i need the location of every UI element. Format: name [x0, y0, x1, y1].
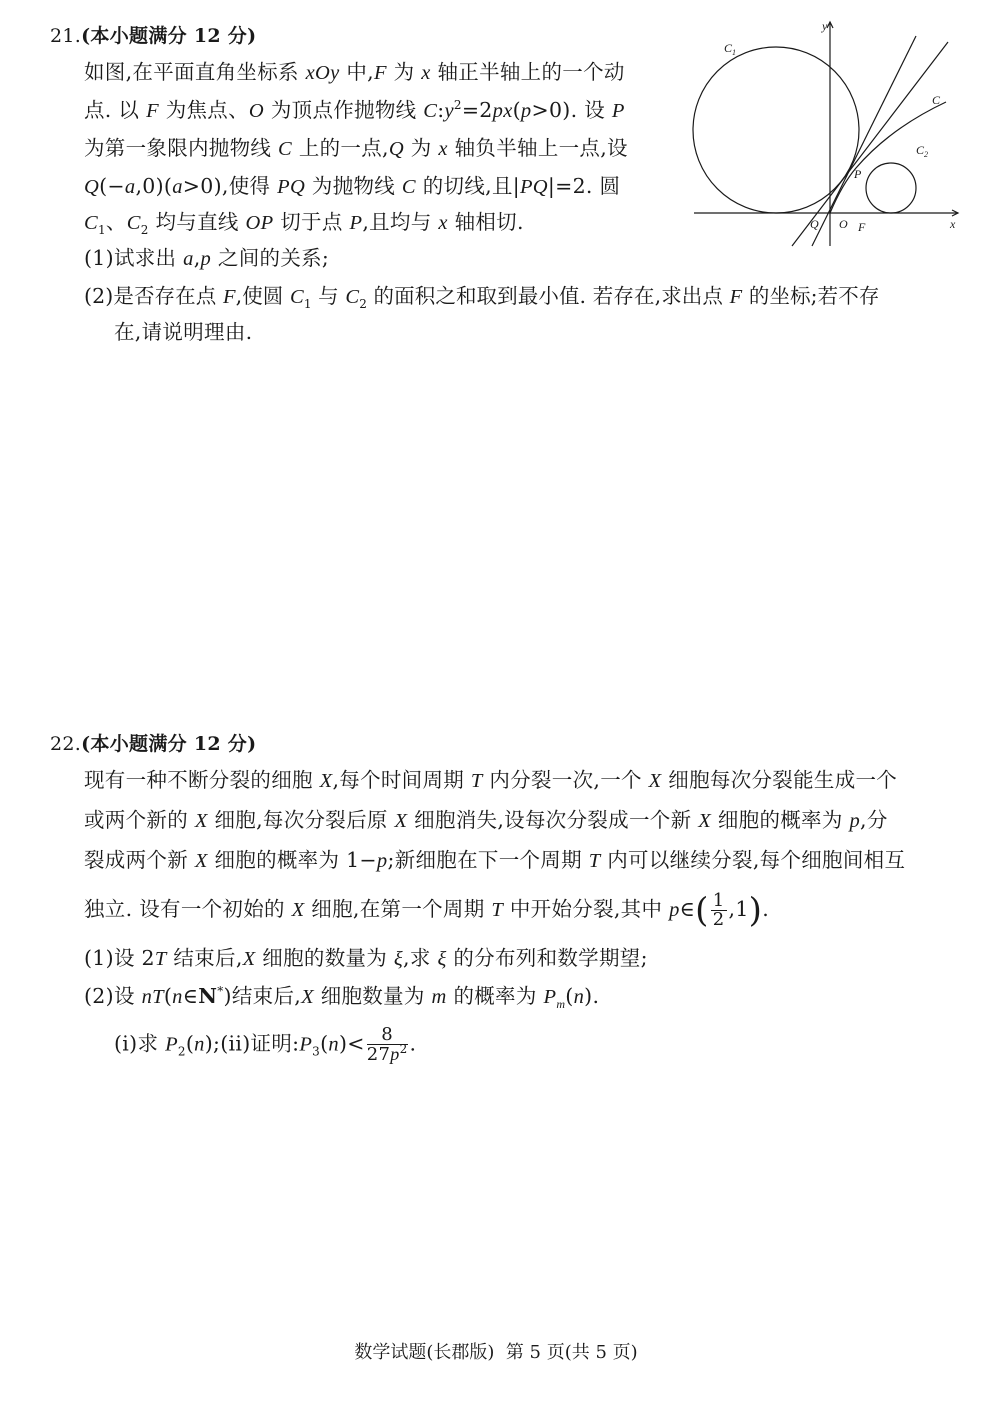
page-footer: 数学试题(长郡版) 第 5 页(共 5 页): [354, 1342, 638, 1363]
fraction-one-half: $\frac{1}{2}$: [712, 890, 725, 930]
q21-part-2-cont: 在,请说明理由.: [114, 320, 253, 344]
q22-part-2-items: (i)求 $P_2(n);(ii)$证明$:P_3(n)<$ $\frac{8}{27p^2}$ .: [114, 1024, 417, 1065]
fraction-8-over-27p2: $\frac{8}{27p^2}$: [366, 1024, 408, 1065]
q21-line-3: 为第一象限内抛物线 C 上的一点,Q 为 x 轴负半轴上一点,设: [84, 136, 628, 160]
q21-part-1: (1)试求出 a,p 之间的关系;: [84, 246, 330, 270]
label-c1: $C_1$: [724, 41, 737, 57]
label-x: x: [950, 217, 956, 231]
q21-part-2: (2)是否存在点 F,使圆 $C_1$ 与 $C_2$ 的面积之和取到最小值. 若存在,求出点 F 的坐标;若不存: [84, 284, 880, 312]
circle-c1: [693, 47, 859, 213]
q22-number: 22.: [50, 733, 82, 755]
q22-line-2: 或两个新的 X 细胞,每次分裂后原 X 细胞消失,设每次分裂成一个新 X 细胞的概率为 p,分: [84, 808, 888, 832]
parabola-c: [830, 102, 946, 213]
q21-number: 21.: [50, 25, 82, 47]
q22-part-2: (2)设 nT(n∈N*)结束后,X 细胞数量为 m 的概率为 $P_m(n)$.: [84, 984, 600, 1012]
label-q: Q: [810, 217, 819, 231]
q21-line-5: $C_1$、$C_2$ 均与直线 OP 切于点 P,且均与 x 轴相切.: [84, 210, 524, 238]
q21-line-2: 点. 以 F 为焦点、O 为顶点作抛物线 $C:y^2=2px(p>0)$. 设 P: [84, 98, 625, 122]
q22-part-1: (1)设 2T 结束后,X 细胞的数量为 ξ,求 ξ 的分布列和数学期望;: [84, 946, 648, 970]
q22-score: (本小题满分 12 分): [81, 733, 257, 755]
q21-score: (本小题满分 12 分): [81, 25, 257, 47]
label-y: y: [822, 19, 828, 33]
label-p: P: [854, 167, 862, 181]
q22-line-1: 现有一种不断分裂的细胞 X,每个时间周期 T 内分裂一次,一个 X 细胞每次分裂能生成一个: [84, 768, 898, 792]
label-f: F: [858, 220, 866, 234]
q21-line-1: 如图,在平面直角坐标系 xOy 中,F 为 x 轴正半轴上的一个动: [84, 60, 625, 84]
q22-header: [50, 730, 256, 758]
q21-line-4: Q(−a,0)(a>0),使得 PQ 为抛物线 C 的切线,且|PQ|=2. 圆: [84, 174, 621, 198]
q21-header: [50, 22, 256, 50]
label-c2: $C_2$: [916, 143, 929, 159]
q22-line-3: 裂成两个新 X 细胞的概率为 1−p;新细胞在下一个周期 T 内可以继续分裂,每个细胞间相互: [84, 848, 906, 872]
q22-line-4: 独立. 设有一个初始的 X 细胞,在第一个周期 T 中开始分裂,其中 p∈( $\frac{1}{2}$ ,1).: [84, 890, 770, 931]
circle-c2: [866, 163, 916, 213]
tangent-pq: [812, 36, 916, 246]
q21-figure: [690, 14, 970, 254]
line-op: [792, 42, 948, 246]
label-c: C: [932, 93, 941, 107]
label-o: O: [839, 217, 848, 231]
